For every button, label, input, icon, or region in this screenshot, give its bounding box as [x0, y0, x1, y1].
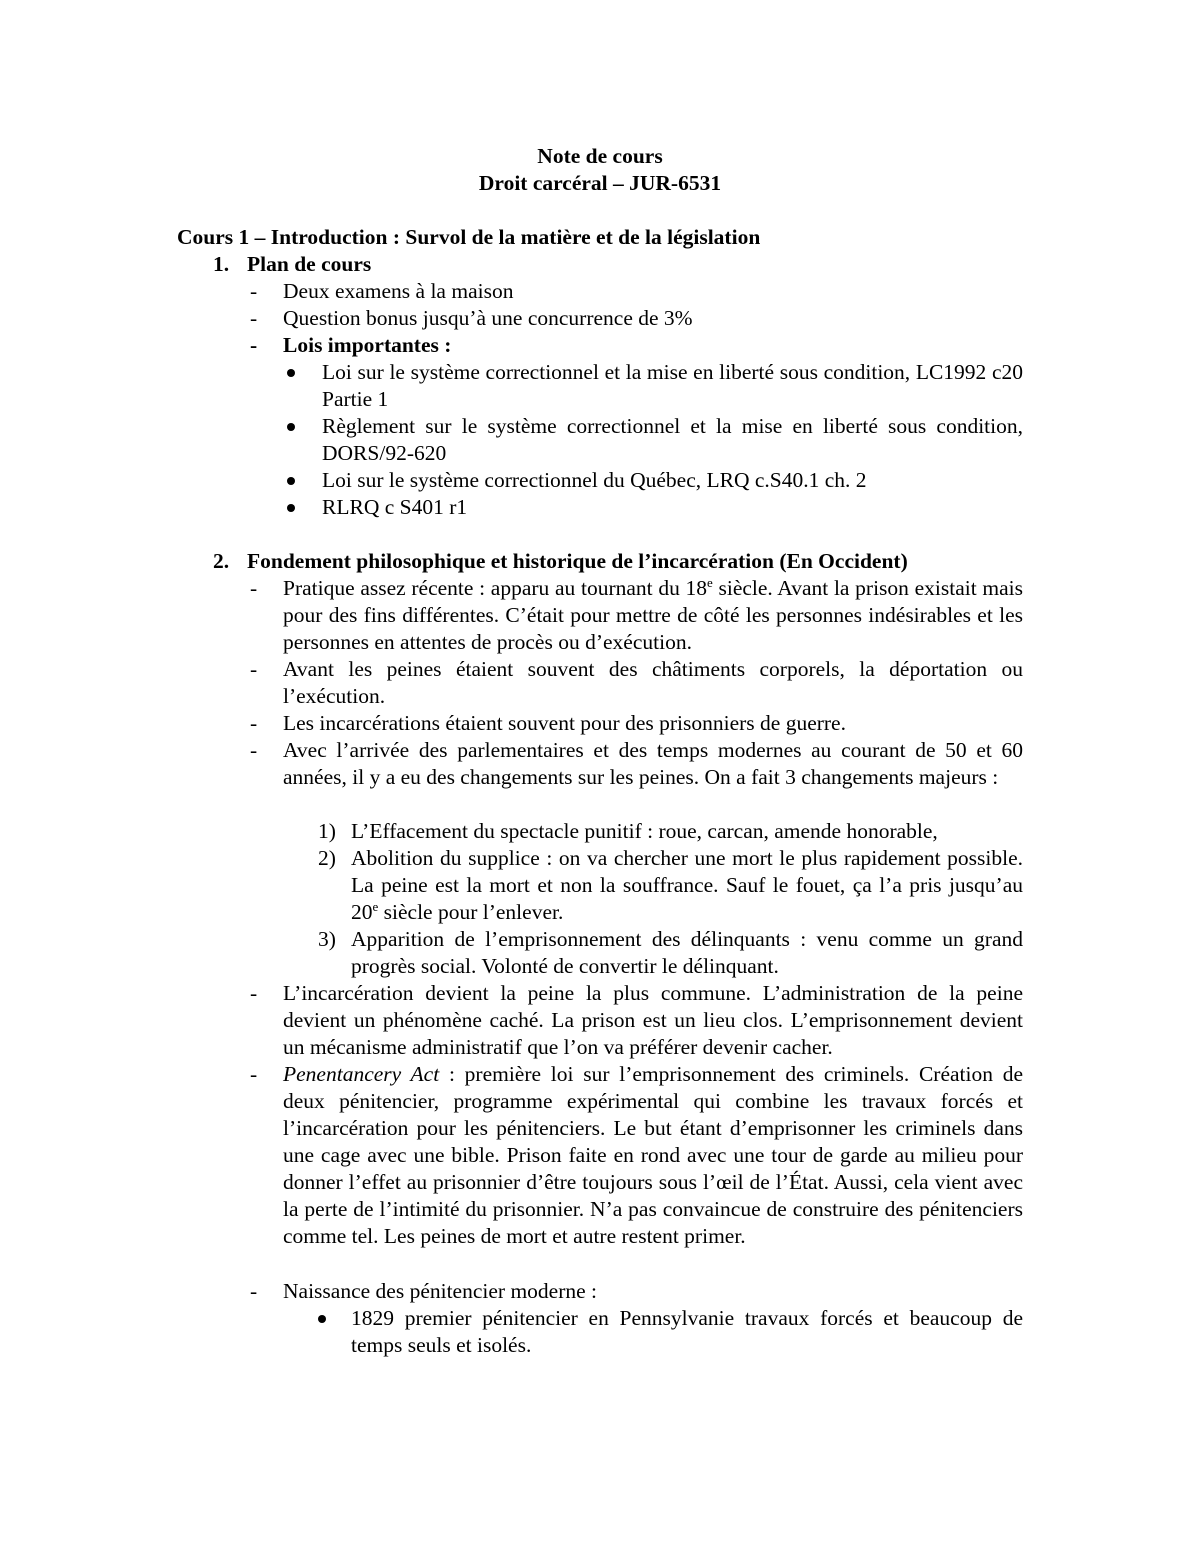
sub-list-item: 1829 premier pénitencier en Pennsylvanie travaux forcés et beaucoup de temps seuls et isolés. [351, 1306, 1023, 1357]
section-2-number: 2. [213, 549, 230, 573]
dash-bullet: - [250, 711, 258, 735]
numbered-marker: 1) [318, 819, 336, 843]
numbered-item: Apparition de l’emprisonnement des délinquants : venu comme un grand progrès social. Volonté de convertir le délinquant. [351, 927, 1023, 978]
law-item: Loi sur le système correctionnel et la mise en liberté sous condition, LC1992 c20 Partie 1 [322, 360, 1023, 411]
paragraph: Penentancery Act : première loi sur l’emprisonnement des criminels. Création de deux pénitencier, programme expérimental qui combine les travaux forcés et l’incarcération pour les pénitenciers. Le but étant d’emprisonner les criminels dans une cage avec une bible. Prison faite en rond avec une tour de garde au milieu pour donner l’effet au prisonnier d’être toujours sous l’œil de l’État. Aussi, cela vient avec la perte de l’intimité du prisonnier. N’a pas convaincue de construire des pénitenciers comme tel. Les peines de mort et autre restent primer. [283, 1062, 1024, 1248]
bullet-dot-icon [287, 423, 295, 431]
law-item: RLRQ c S401 r1 [322, 495, 468, 519]
dash-bullet: - [250, 981, 258, 1005]
dash-bullet: - [250, 1279, 258, 1303]
numbered-item: Abolition du supplice : on va chercher une mort le plus rapidement possible. La peine est la mort et non la souffrance. Sauf le fouet, ça l’a pris jusqu’au 20e siècle pour l’enlever. [351, 846, 1023, 924]
document-subtitle: Droit carcéral – JUR-6531 [478, 171, 722, 195]
bullet-dot-icon [287, 504, 295, 512]
dash-bullet: - [250, 279, 258, 303]
document-title: Note de cours [537, 144, 663, 168]
law-item: Loi sur le système correctionnel du Québec, LRQ c.S40.1 ch. 2 [322, 468, 867, 492]
paragraph: Avant les peines étaient souvent des châtiments corporels, la déportation ou l’exécution. [283, 657, 1023, 708]
paragraph: Avec l’arrivée des parlementaires et des temps modernes au courant de 50 et 60 années, il y a eu des changements sur les peines. On a fait 3 changements majeurs : [283, 738, 1023, 789]
section-2-title: Fondement philosophique et historique de l’incarcération (En Occident) [247, 549, 908, 573]
list-item: Deux examens à la maison [283, 279, 514, 303]
bullet-dot-icon [287, 477, 295, 485]
dash-bullet: - [250, 657, 258, 681]
paragraph: Naissance des pénitencier moderne : [283, 1279, 598, 1303]
numbered-marker: 2) [318, 846, 336, 870]
paragraph: Les incarcérations étaient souvent pour des prisonniers de guerre. [283, 711, 846, 735]
dash-bullet: - [250, 1062, 258, 1086]
section-1-title: Plan de cours [247, 252, 372, 276]
dash-bullet: - [250, 738, 258, 762]
numbered-item: L’Effacement du spectacle punitif : roue, carcan, amende honorable, [351, 819, 938, 843]
law-item: Règlement sur le système correctionnel et la mise en liberté sous condition, DORS/92-620 [322, 414, 1023, 465]
paragraph: L’incarcération devient la peine la plus commune. L’administration de la peine devient un phénomène caché. La prison est un lieu clos. L’emprisonnement devient un mécanisme administratif que l’on va préférer devenir cacher. [283, 981, 1023, 1059]
list-item: Question bonus jusqu’à une concurrence de 3% [283, 306, 693, 330]
bullet-dot-icon [318, 1315, 326, 1323]
dash-bullet: - [250, 306, 258, 330]
course-heading: Cours 1 – Introduction : Survol de la matière et de la législation [177, 225, 761, 249]
paragraph: Pratique assez récente : apparu au tournant du 18e siècle. Avant la prison existait mais pour des fins différentes. C’était pour mettre de côté les personnes indésirables et les personnes en attentes de procès ou d’exécution. [283, 574, 1023, 654]
bullet-dot-icon [287, 369, 295, 377]
dash-bullet: - [250, 333, 258, 357]
section-1-number: 1. [213, 252, 230, 276]
dash-bullet: - [250, 576, 258, 600]
list-item-laws-heading: Lois importantes : [283, 333, 452, 357]
numbered-marker: 3) [318, 927, 336, 951]
